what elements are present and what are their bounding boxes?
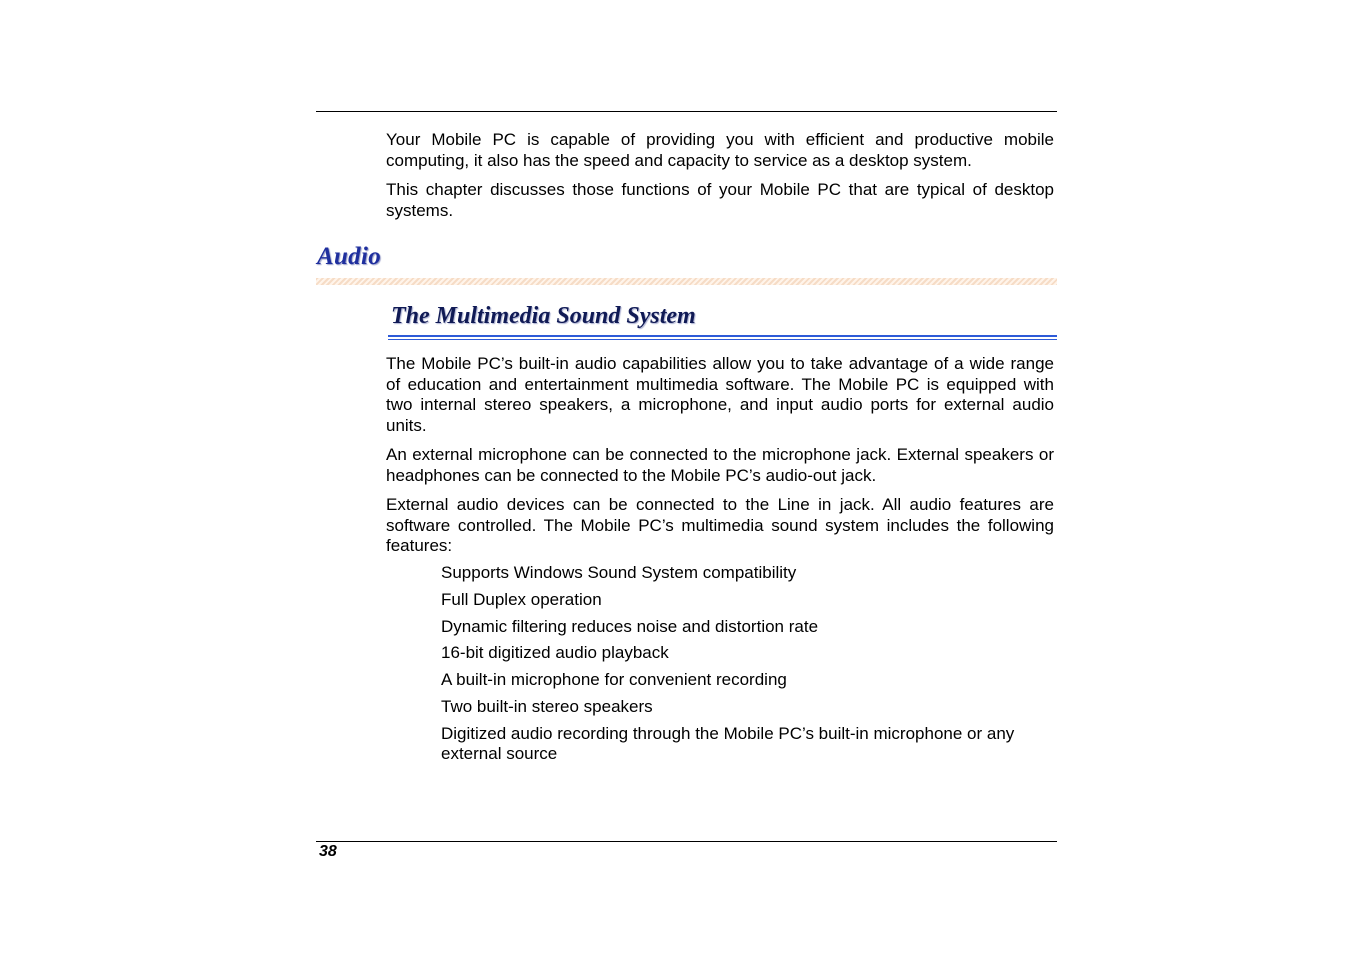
audio-paragraph-3: External audio devices can be connected to the Line in jack. All audio features are software controlled. The Mobile PC’s multimedia sound system includes the following features: (386, 495, 1054, 555)
page-number: 38 (319, 843, 337, 860)
intro-paragraph-2: This chapter discusses those functions of your Mobile PC that are typical of desktop systems. (386, 180, 1054, 220)
list-item: Full Duplex operation (441, 589, 602, 609)
list-item: Supports Windows Sound System compatibility (441, 563, 797, 582)
list-item: Two built-in stereo speakers (441, 696, 653, 716)
list-item: Dynamic filtering reduces noise and distortion rate (441, 616, 819, 636)
intro-paragraph-1: Your Mobile PC is capable of providing you with efficient and productive mobile computing, it also has the speed and capacity to service as a desktop system. (386, 130, 1054, 170)
subsection-heading: The Multimedia Sound System (391, 303, 696, 329)
section-heading-audio: Audio (317, 243, 382, 270)
subsection-rule-thin (388, 339, 1057, 340)
list-item: Digitized audio recording through the Mobile PC’s built-in microphone or any external source (441, 723, 1015, 764)
footer-rule (316, 841, 1057, 842)
audio-paragraph-2: An external microphone can be connected to the microphone jack. External speakers or headphones can be connected to the Mobile PC’s audio-out jack. (386, 445, 1054, 485)
section-heading-bar (316, 278, 1057, 285)
feature-list (441, 563, 1041, 771)
audio-paragraph-1: The Mobile PC’s built-in audio capabilities allow you to take advantage of a wide range of education and entertainment multimedia software. The Mobile PC is equipped with two internal stereo speakers, a microphone, and input audio ports for external audio units. (386, 354, 1054, 435)
subsection-rule (388, 335, 1057, 337)
list-item: 16-bit digitized audio playback (441, 643, 669, 663)
header-rule (316, 111, 1057, 112)
list-item: A built-in microphone for convenient recording (441, 670, 787, 690)
